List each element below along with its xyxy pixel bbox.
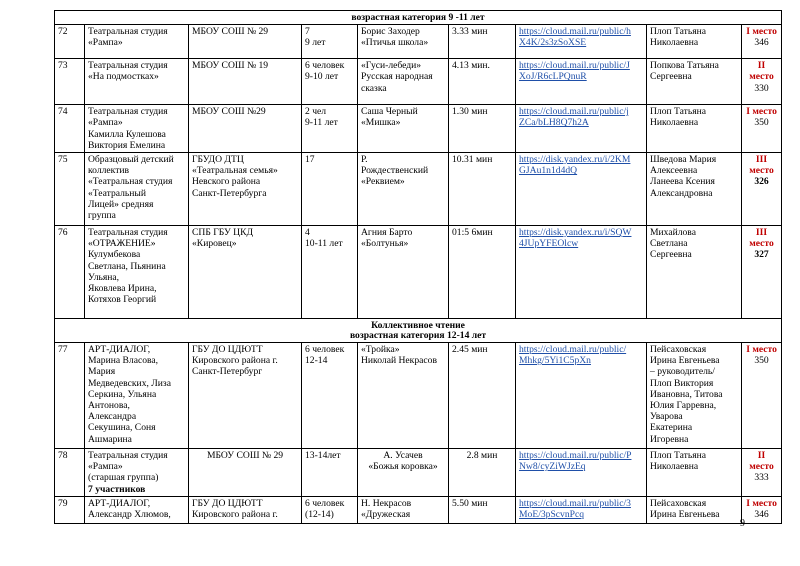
- leader-line: Светлана: [650, 238, 688, 250]
- team-line: Лицей» средняя: [88, 198, 154, 210]
- organization-line: ГБУ ДО ЦДЮТТ: [192, 497, 263, 509]
- work-line: «Птичья школа»: [361, 37, 429, 49]
- leader-line: – руководитель/: [650, 366, 715, 378]
- organization-line: СПБ ГБУ ЦКД: [192, 227, 254, 239]
- row-number-cell: [55, 226, 85, 319]
- table-row: [55, 343, 782, 449]
- table-row: [55, 153, 782, 226]
- team-line: Александр Хлюмов,: [88, 509, 171, 521]
- duration-cell: [449, 153, 516, 226]
- leader-line: Ирина Евгеньева: [650, 509, 720, 521]
- leader-line: Попкова Татьяна: [650, 60, 719, 72]
- score: 327: [754, 249, 769, 261]
- team-line: группа: [88, 210, 116, 222]
- participants-cell: [302, 59, 358, 105]
- page-number: 9: [740, 518, 745, 529]
- duration-cell: [449, 105, 516, 153]
- video-link-cell: [516, 153, 647, 226]
- organization-line: МБОУ СОШ № 29: [192, 26, 269, 38]
- team-line: «ОТРАЖЕНИЕ»: [88, 238, 156, 250]
- team-cell: [85, 25, 189, 59]
- video-link-line[interactable]: XoJ/R6cLPQnuR: [519, 71, 587, 83]
- team-line: Александра: [88, 411, 137, 423]
- organization-line: Кировского района г.: [192, 509, 278, 521]
- work-line: «Божья коровка»: [368, 461, 438, 473]
- table-row: [55, 449, 782, 497]
- place-cell: [742, 25, 782, 59]
- leader-line: Николаевна: [650, 461, 699, 473]
- work-line: А. Усачев: [383, 450, 423, 462]
- video-link-line[interactable]: Mhkg/5Yi1C5pXn: [519, 355, 591, 367]
- leader-line: Сергеевна: [650, 71, 692, 83]
- duration: 10.31 мин: [452, 154, 493, 166]
- work-cell: [358, 153, 449, 226]
- team-line: Театральная студия: [88, 26, 168, 38]
- team-line: АРТ-ДИАЛОГ,: [88, 497, 151, 509]
- place-label: I место: [746, 106, 777, 118]
- row-number-cell: [55, 449, 85, 497]
- team-cell: [85, 153, 189, 226]
- work-line: Рождественский: [361, 165, 429, 177]
- organization-cell: [189, 449, 302, 497]
- row-number-cell: [55, 153, 85, 226]
- place-cell: [742, 343, 782, 449]
- participants-cell: [302, 226, 358, 319]
- duration-cell: [449, 449, 516, 497]
- duration: 2.8 мин: [466, 450, 498, 462]
- video-link-line[interactable]: Nw8/cyZiWJzEq: [519, 461, 586, 473]
- team-line: Светлана, Пьянина: [88, 260, 166, 272]
- team-line: Театральная студия: [88, 60, 168, 72]
- participants-cell: [302, 153, 358, 226]
- organization-line: МБОУ СОШ № 19: [192, 60, 269, 72]
- row-number-cell: [55, 105, 85, 153]
- team-line: Ашмарина: [88, 433, 132, 445]
- leader-line: Ланеева Ксения: [650, 176, 715, 188]
- row-number: 78: [58, 450, 68, 462]
- participants-line: 4: [305, 227, 310, 239]
- video-link[interactable]: [519, 498, 643, 520]
- participants-line: 10-11 лет: [305, 238, 343, 250]
- participants-line: 13-14лет: [305, 450, 341, 462]
- work-cell: [358, 105, 449, 153]
- video-link-cell: [516, 449, 647, 497]
- video-link[interactable]: [519, 60, 643, 82]
- row-number-cell: [55, 25, 85, 59]
- work-line: «Реквием»: [361, 176, 405, 188]
- leader-line: Уварова: [650, 411, 683, 423]
- team-cell: [85, 496, 189, 523]
- team-line: Антонова,: [88, 400, 130, 412]
- participant-count-note: 7 участников: [88, 483, 146, 495]
- work-line: сказка: [361, 82, 387, 94]
- team-line: Медведевских, Лиза: [88, 377, 171, 389]
- team-line: (старшая группа): [88, 472, 159, 484]
- duration: 4.13 мин.: [452, 60, 490, 72]
- place-label: III место: [749, 227, 774, 250]
- participants-line: 17: [305, 154, 315, 166]
- table-row: [55, 59, 782, 105]
- team-line: Мария: [88, 366, 116, 378]
- team-line: «Рампа»: [88, 37, 123, 49]
- video-link[interactable]: [519, 450, 643, 472]
- section-heading-collective: Коллективное чтение: [371, 320, 465, 332]
- section-heading-age-9-11: возрастная категория 9 -11 лет: [55, 11, 782, 25]
- organization-line: МБОУ СОШ №29: [192, 106, 266, 118]
- score: 326: [754, 176, 769, 188]
- leader-line: Алексеевна: [650, 165, 698, 177]
- leader-cell: [647, 343, 742, 449]
- participants-line: 12-14: [305, 355, 328, 367]
- team-line: Секушина, Соня: [88, 422, 156, 434]
- team-line: АРТ-ДИАЛОГ,: [88, 344, 151, 356]
- video-link-line[interactable]: https://cloud.mail.ru/public/3: [519, 497, 631, 509]
- video-link[interactable]: [519, 106, 643, 128]
- leader-line: Плоп Татьяна: [650, 106, 707, 118]
- row-number: 73: [58, 60, 68, 72]
- video-link-cell: [516, 105, 647, 153]
- team-line: Ульяна,: [88, 271, 120, 283]
- section-row-collective: [55, 319, 782, 343]
- section-row-age-9-11: [55, 11, 782, 25]
- duration-cell: [449, 496, 516, 523]
- work-line: Николай Некрасов: [361, 355, 437, 367]
- row-number: 76: [58, 227, 68, 239]
- team-cell: [85, 105, 189, 153]
- work-line: Русская народная: [361, 71, 433, 83]
- video-link-cell: [516, 343, 647, 449]
- organization-line: ГБУ ДО ЦДЮТТ: [192, 344, 263, 356]
- leader-cell: [647, 226, 742, 319]
- place-label: I место: [746, 497, 777, 509]
- row-number-cell: [55, 343, 85, 449]
- video-link-line[interactable]: https://cloud.mail.ru/public/P: [519, 450, 632, 462]
- team-cell: [85, 449, 189, 497]
- leader-line: Плоп Татьяна: [650, 26, 707, 38]
- place-cell: [742, 59, 782, 105]
- team-line: «Рампа»: [88, 117, 123, 129]
- table-row: [55, 25, 782, 59]
- table-row: [55, 105, 782, 153]
- row-number: 72: [58, 26, 68, 38]
- video-link-line[interactable]: https://cloud.mail.ru/public/j: [519, 106, 629, 118]
- work-line: Р.: [361, 154, 368, 166]
- duration-cell: [449, 226, 516, 319]
- team-line: Образцовый детский: [88, 154, 174, 166]
- video-link[interactable]: [519, 227, 643, 249]
- organization-line: «Театральная семья»: [192, 165, 278, 177]
- leader-line: Плоп Татьяна: [650, 450, 707, 462]
- score: 333: [754, 472, 769, 484]
- place-label: III место: [749, 154, 774, 177]
- participants-line: 6 человек: [305, 497, 345, 509]
- table-row: [55, 496, 782, 523]
- row-number: 75: [58, 154, 68, 166]
- leader-line: Пейсаховская: [650, 497, 707, 509]
- leader-line: Николаевна: [650, 117, 699, 129]
- team-cell: [85, 59, 189, 105]
- place-cell: [742, 449, 782, 497]
- participants-cell: [302, 343, 358, 449]
- row-number-cell: [55, 496, 85, 523]
- video-link-line[interactable]: https://cloud.mail.ru/public/J: [519, 60, 630, 72]
- duration: 3.33 мин: [452, 26, 488, 38]
- score: 346: [754, 509, 769, 521]
- team-line: Марина Власова,: [88, 355, 159, 367]
- participants-line: 6 человек: [305, 344, 345, 356]
- leader-line: Шведова Мария: [650, 154, 717, 166]
- place-label: II место: [749, 450, 774, 473]
- row-number: 79: [58, 497, 68, 509]
- row-number-cell: [55, 59, 85, 105]
- participants-line: 9 лет: [305, 37, 326, 49]
- organization-cell: [189, 226, 302, 319]
- team-line: Кулумбекова: [88, 249, 141, 261]
- leader-line: Сергеевна: [650, 249, 692, 261]
- video-link-line[interactable]: https://disk.yandex.ru/i/2KM: [519, 154, 631, 166]
- work-line: Саша Черный: [361, 106, 418, 118]
- results-table: [54, 10, 782, 524]
- participants-cell: [302, 25, 358, 59]
- participants-line: 6 человек: [305, 60, 345, 72]
- leader-line: Ивановна, Титова: [650, 388, 723, 400]
- team-line: Театральная студия: [88, 106, 168, 118]
- organization-line: Санкт-Петербурга: [192, 187, 267, 199]
- work-cell: [358, 59, 449, 105]
- organization-line: Кировского района г.: [192, 355, 278, 367]
- leader-line: Плоп Виктория: [650, 377, 714, 389]
- organization-cell: [189, 25, 302, 59]
- video-link[interactable]: [519, 344, 643, 366]
- leader-line: Ирина Евгеньева: [650, 355, 720, 367]
- team-cell: [85, 343, 189, 449]
- team-line: Театральная студия: [88, 450, 168, 462]
- participants-cell: [302, 496, 358, 523]
- organization-line: ГБУДО ДТЦ: [192, 154, 244, 166]
- work-line: «Гуси-лебеди»: [361, 60, 422, 72]
- video-link-line[interactable]: GJAu1n1d4dQ: [519, 165, 578, 177]
- score: 350: [754, 355, 769, 367]
- team-line: коллектив: [88, 165, 130, 177]
- work-line: «Тройка»: [361, 344, 400, 356]
- leader-cell: [647, 25, 742, 59]
- team-line: Театральная студия: [88, 227, 168, 239]
- organization-line: Невского района: [192, 176, 261, 188]
- team-line: Камилла Кулешова: [88, 128, 166, 140]
- organization-line: «Кировец»: [192, 238, 237, 250]
- leader-line: Николаевна: [650, 37, 699, 49]
- duration: 5.50 мин: [452, 497, 488, 509]
- work-cell: [358, 226, 449, 319]
- work-cell: [358, 496, 449, 523]
- team-line: «На подмостках»: [88, 71, 159, 83]
- video-link-cell: [516, 496, 647, 523]
- duration-cell: [449, 59, 516, 105]
- work-line: «Болтунья»: [361, 238, 409, 250]
- team-line: «Театральная студия: [88, 176, 173, 188]
- score: 350: [754, 117, 769, 129]
- place-cell: [742, 105, 782, 153]
- duration-cell: [449, 25, 516, 59]
- duration: 1.30 мин: [452, 106, 488, 118]
- video-link-cell: [516, 59, 647, 105]
- organization-line: Санкт-Петербург: [192, 366, 263, 378]
- participants-line: 7: [305, 26, 310, 38]
- video-link-line[interactable]: MoE/3pScvnPcq: [519, 509, 585, 521]
- leader-cell: [647, 105, 742, 153]
- leader-line: Пейсаховская: [650, 344, 707, 356]
- work-cell: [358, 343, 449, 449]
- leader-line: Игоревна: [650, 433, 689, 445]
- video-link-line[interactable]: 4JUpYFEOlcw: [519, 238, 579, 250]
- video-link-cell: [516, 226, 647, 319]
- leader-line: Юлия Гарревна,: [650, 400, 717, 412]
- leader-line: Михайлова: [650, 227, 696, 239]
- video-link-line[interactable]: X4K/2s3zSoXSE: [519, 37, 587, 49]
- place-label: I место: [746, 344, 777, 356]
- participants-cell: [302, 105, 358, 153]
- leader-cell: [647, 59, 742, 105]
- participants-cell: [302, 449, 358, 497]
- participants-line: 9-11 лет: [305, 117, 338, 129]
- place-label: II место: [749, 60, 774, 83]
- video-link-line[interactable]: https://disk.yandex.ru/i/SQW: [519, 227, 632, 239]
- team-cell: [85, 226, 189, 319]
- leader-cell: [647, 449, 742, 497]
- row-number: 77: [58, 344, 68, 356]
- organization-cell: [189, 59, 302, 105]
- team-line: Котяхов Георгий: [88, 294, 157, 306]
- team-line: Яковлева Ирина,: [88, 283, 157, 295]
- participants-line: 2 чел: [305, 106, 327, 118]
- organization-cell: [189, 105, 302, 153]
- video-link-line[interactable]: https://cloud.mail.ru/public/h: [519, 26, 631, 38]
- duration: 01:5 6мин: [452, 227, 493, 239]
- video-link-line[interactable]: ZCa/bLH8Q7h2A: [519, 117, 589, 129]
- place-cell: [742, 496, 782, 523]
- team-line: «Театральный: [88, 187, 147, 199]
- leader-line: Александровна: [650, 187, 713, 199]
- row-number: 74: [58, 106, 68, 118]
- work-line: Н. Некрасов: [361, 497, 412, 509]
- participants-line: 9-10 лет: [305, 71, 339, 83]
- work-cell: [358, 449, 449, 497]
- team-line: Серкина, Ульяна: [88, 388, 157, 400]
- video-link[interactable]: [519, 154, 643, 176]
- place-cell: [742, 226, 782, 319]
- team-line: «Рампа»: [88, 461, 123, 473]
- video-link[interactable]: [519, 26, 643, 48]
- section-heading-age-12-14: возрастная категория 12-14 лет: [349, 330, 487, 342]
- place-cell: [742, 153, 782, 226]
- duration: 2.45 мин: [452, 344, 488, 356]
- score: 330: [754, 82, 769, 94]
- duration-cell: [449, 343, 516, 449]
- organization-cell: [189, 153, 302, 226]
- video-link-line[interactable]: https://cloud.mail.ru/public/: [519, 344, 627, 356]
- organization-cell: [189, 496, 302, 523]
- leader-cell: [647, 153, 742, 226]
- place-label: I место: [746, 26, 777, 38]
- score: 346: [754, 37, 769, 49]
- work-line: Борис Заходер: [361, 26, 420, 38]
- participants-line: (12-14): [305, 509, 334, 521]
- team-line: Виктория Емелина: [88, 139, 166, 151]
- organization-line: МБОУ СОШ № 29: [206, 450, 284, 462]
- work-line: «Дружеская: [361, 509, 411, 521]
- leader-cell: [647, 496, 742, 523]
- organization-cell: [189, 343, 302, 449]
- video-link-cell: [516, 25, 647, 59]
- leader-line: Екатерина: [650, 422, 693, 434]
- work-line: «Мишка»: [361, 117, 401, 129]
- work-cell: [358, 25, 449, 59]
- work-line: Агния Барто: [361, 227, 413, 239]
- table-row: [55, 226, 782, 319]
